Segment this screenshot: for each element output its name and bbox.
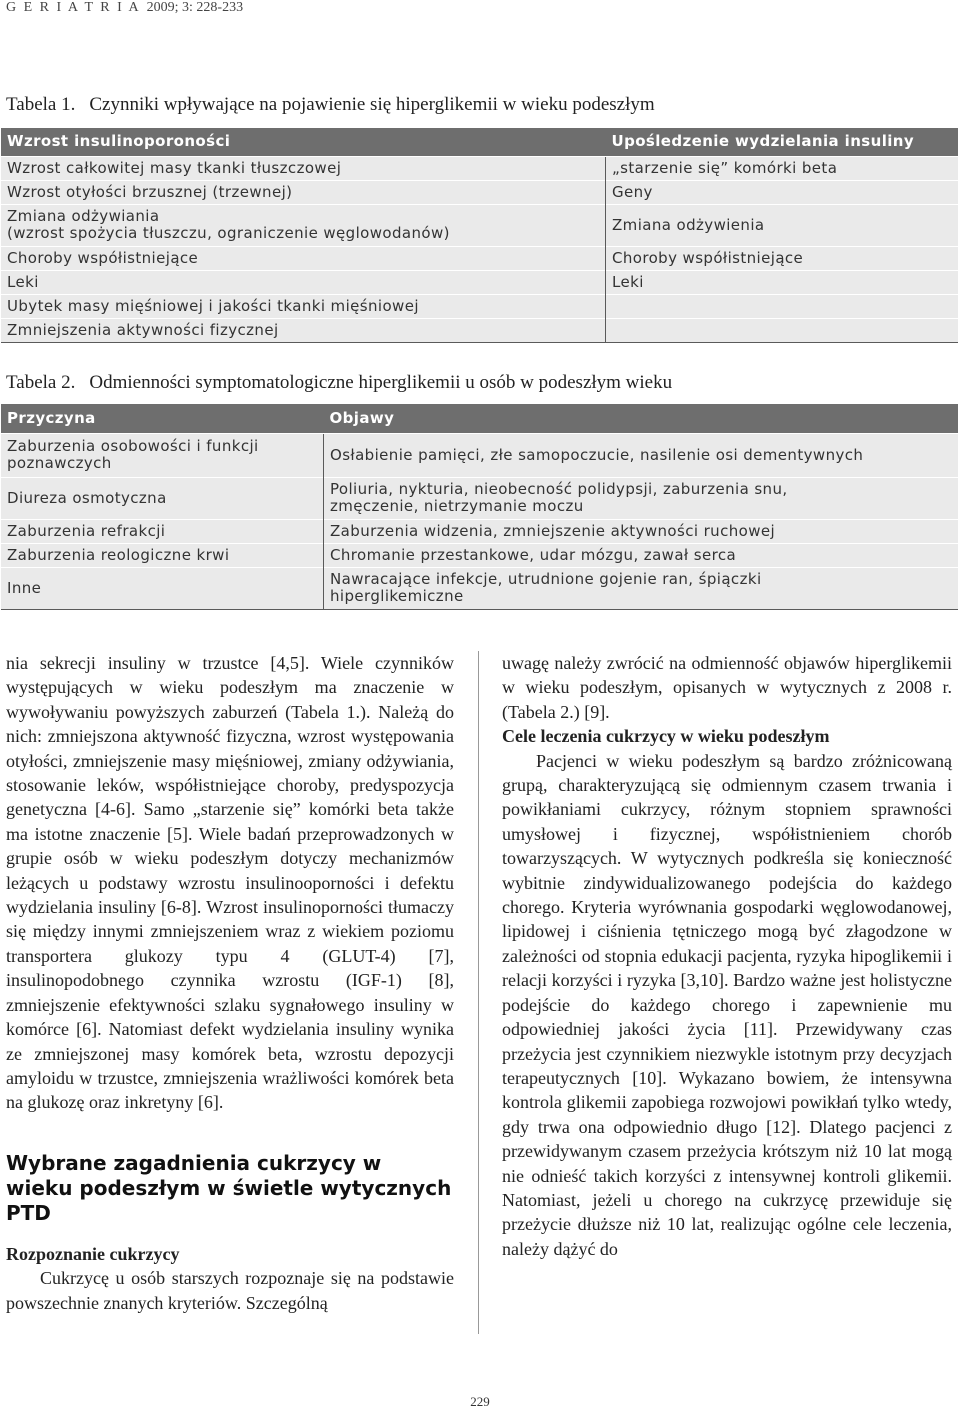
table-row <box>1 156 958 180</box>
table-cell: Geny <box>606 180 959 204</box>
right-column <box>502 651 952 1261</box>
left-column <box>6 651 454 1315</box>
table-row <box>1 246 958 270</box>
table-row <box>1 477 958 519</box>
table-cell: Osłabienie pamięci, złe samopoczucie, nasilenie osi dementywnych <box>324 433 959 477</box>
table-row <box>1 180 958 204</box>
table-cell: Zaburzenia refrakcji <box>1 519 324 543</box>
table2-header-cell: Objawy <box>324 404 959 433</box>
table1-caption <box>6 94 655 116</box>
column-divider <box>478 651 479 1334</box>
subheading-diagnosis: Rozpoznanie cukrzycy <box>6 1243 180 1264</box>
table2-title: Odmienności symptomatologiczne hiperglikemii u osób w podeszłym wieku <box>89 372 673 393</box>
table-cell: Zmniejszenia aktywności fizycznej <box>1 318 606 342</box>
table-cell: Zaburzenia osobowości i funkcji poznawczych <box>1 433 324 477</box>
table-cell <box>606 318 959 342</box>
table-cell: Nawracające infekcje, utrudnione gojenie ran, śpiączki hiperglikemiczne <box>324 567 959 609</box>
table-row <box>1 294 958 318</box>
table-cell: Chromanie przestankowe, udar mózgu, zawał serca <box>324 543 959 567</box>
table-cell: Zmiana odżywienia <box>606 204 959 246</box>
table-cell: „starzenie się” komórki beta <box>606 156 959 180</box>
table2-label: Tabela 2. <box>6 372 76 393</box>
table-row <box>1 543 958 567</box>
journal-issue: 2009; 3: 228-233 <box>146 0 244 15</box>
table2 <box>1 404 958 610</box>
table1-title: Czynniki wpływające na pojawienie się hiperglikemii w wieku podeszłym <box>89 94 655 115</box>
table-row <box>1 567 958 609</box>
table-cell: Wzrost całkowitej masy tkanki tłuszczowej <box>1 156 606 180</box>
table-cell: Leki <box>606 270 959 294</box>
subheading-treatment-goals: Cele leczenia cukrzycy w wieku podeszłym <box>502 726 830 747</box>
table-cell: Zaburzenia reologiczne krwi <box>1 543 324 567</box>
table-row <box>1 318 958 342</box>
page-number: 229 <box>470 1394 490 1409</box>
table1-label: Tabela 1. <box>6 94 76 115</box>
right-paragraph-1: uwagę należy zwrócić na odmienność objawów hiperglikemii w wieku podeszłym, opisanych w wytycznych z 2008 r. (Tabela 2.) [9]. <box>502 653 952 722</box>
table-row <box>1 204 958 246</box>
table-cell: Inne <box>1 567 324 609</box>
table-cell: Ubytek masy mięśniowej i jakości tkanki mięśniowej <box>1 294 606 318</box>
table2-header-cell: Przyczyna <box>1 404 324 433</box>
table-row <box>1 519 958 543</box>
table-cell: Poliuria, nykturia, nieobecność polidypsji, zaburzenia snu, zmęczenie, nietrzymanie moczu <box>324 477 959 519</box>
right-paragraph-2: Pacjenci w wieku podeszłym są bardzo zróżnicowaną grupą, charakteryzującą się odmiennym czasem trwania i powikłaniami cukrzycy, różnym stopniem sprawności umysłowej i fizycznej, współistnieniem chorób towarzyszących. W wytycznych podkreśla się konieczność wybitnie zindywidualizowanego podejścia do każdego chorego. Kryteria wyrównania gospodarki węglowodanowej, lipidowej i ciśnienia tętniczego mogą być złagodzone w zależności od stopnia edukacji pacjenta, ryzyka hipoglikemii i relacji korzyści i ryzyka [3,10]. Bardzo ważne jest holistyczne podejście do każdego chorego i zapewnienie mu odpowiedniej jakości życia [11]. Przewidywany czas przeżycia jest czynnikiem niezwykle istotnym przy decyzjach terapeutycznych [10]. Wykazano bowiem, że intensywna kontrola glikemii zapobiega rozwojowi powikłań tylko wtedy, gdy trwa ona odpowiednio długo [12]. Dlatego pacjenci z przewidywanym czasem przeżycia krótszym niż 10 lat mogą nie odnieść takich korzyści z intensywnej kontroli glikemii. Natomiast, jeżeli u chorego na cukrzycę przewiduje się przeżycie dłuższe niż 10 lat, realizując ogólne cele leczenia, należy dążyć do <box>502 750 952 1259</box>
table-row <box>1 270 958 294</box>
left-paragraph-2: Cukrzycę u osób starszych rozpoznaje się na podstawie powszechnie znanych kryteriów. Szczególną <box>6 1268 454 1313</box>
table-cell: Wzrost otyłości brzusznej (trzewnej) <box>1 180 606 204</box>
table1-header-cell: Upośledzenie wydzielania insuliny <box>606 128 959 156</box>
table-cell: Choroby współistniejące <box>1 246 606 270</box>
table1 <box>1 128 958 343</box>
table-cell: Choroby współistniejące <box>606 246 959 270</box>
table2-caption <box>6 372 672 394</box>
table-cell: Zaburzenia widzenia, zmniejszenie aktywności ruchowej <box>324 519 959 543</box>
table-cell: Leki <box>1 270 606 294</box>
journal-name: G E R I A T R I A <box>6 0 141 15</box>
table2-header-row <box>1 404 958 433</box>
table1-header-cell: Wzrost insulinoporoności <box>1 128 606 156</box>
table-cell: Zmiana odżywiania (wzrost spożycia tłuszczu, ograniczenie węglowodanów) <box>1 204 606 246</box>
table-cell <box>606 294 959 318</box>
table-row <box>1 433 958 477</box>
table1-header-row <box>1 128 958 156</box>
left-paragraph-1: nia sekrecji insuliny w trzustce [4,5]. Wiele czynników występujących w wieku podeszłym ma znaczenie w wywoływaniu powyższych zaburzeń (Tabela 1.). Należą do nich: zmniejszona aktywność fizyczna, wzrost występowania otyłości, zmniejszenie masy mięśniowej, zmiany odżywiania, stosowanie leków, współistniejące choroby, predyspozycja genetyczna [4-6]. Samo „starzenie się” komórki beta także ma istotne znaczenie [5]. Wiele badań przeprowadzonych w grupie osób w wieku podeszłym dotyczy mechanizmów leżących u podstawy wzrostu insulinooporności i defektu wydzielania insuliny [6-8]. Wzrost insulinoporności tłumaczy się między innymi zmniejszeniem wraz z wiekiem poziomu transportera glukozy typu 4 (GLUT-4) [7], insulinopodobnego czynnika wzrostu (IGF-1) [8], zmniejszenie efektywności szlaku sygnałowego insuliny w komórce [6]. Natomiast defekt wydzielania insuliny wynika ze zmniejszonej masy komórek beta, wzrostu depozycji amyloidu w trzustce, zmniejszenia wrażliwości komórek beta na glukozę oraz inkretyny [6]. <box>6 653 454 1113</box>
section-heading: Wybrane zagadnienia cukrzycy w wieku podeszłym w świetle wytycznych PTD <box>6 1150 452 1225</box>
running-head <box>6 0 243 16</box>
table-cell: Diureza osmotyczna <box>1 477 324 519</box>
